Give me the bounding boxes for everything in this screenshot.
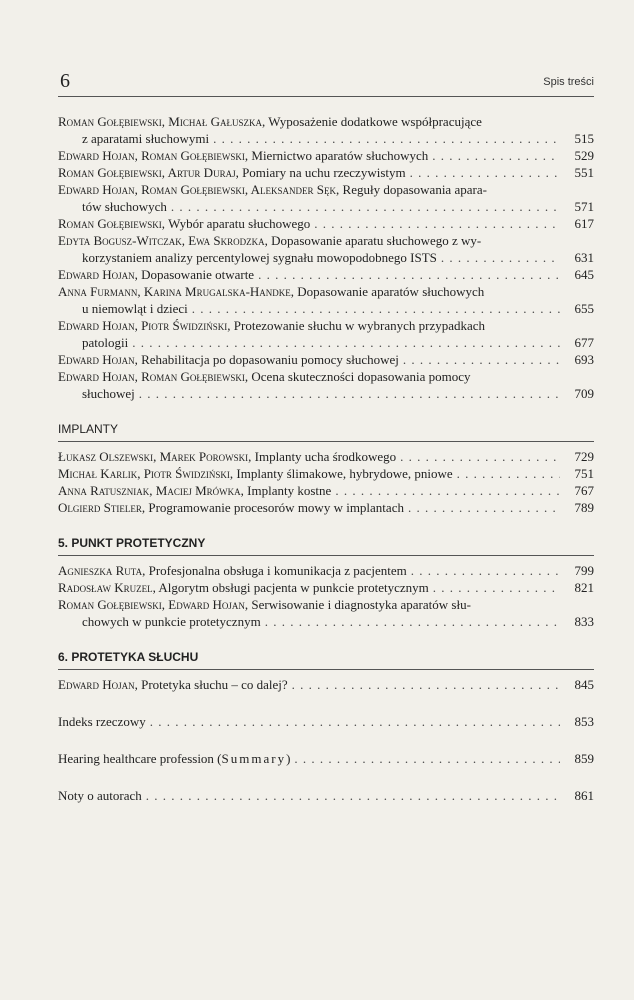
entry-line xyxy=(58,562,594,579)
entry-page-number: 751 xyxy=(574,466,594,481)
entry-line xyxy=(58,613,594,630)
entry-title: Implanty ucha środkowego xyxy=(251,449,397,464)
entry-page-number: 821 xyxy=(574,580,594,595)
toc-entry xyxy=(58,368,594,402)
entry-line xyxy=(58,385,594,402)
entry-authors: Łukasz Olszewski, Marek Porowski, xyxy=(58,449,252,464)
running-title: Spis treści xyxy=(543,76,594,88)
entry-title-continued: chowych w punkcie protetycznym xyxy=(82,614,261,629)
entry-title: Noty o autorach xyxy=(58,788,142,803)
toc-group-section-6 xyxy=(58,676,594,693)
entry-title-continued: tów słuchowych xyxy=(82,199,167,214)
entry-title: Implanty ślimakowe, hybrydowe, pniowe xyxy=(233,466,453,481)
entry-text xyxy=(58,465,453,482)
toc-entry xyxy=(58,181,594,215)
entry-authors: Edyta Bogusz-Witczak, Ewa Skrodzka, xyxy=(58,233,268,248)
entry-line xyxy=(58,596,594,613)
entry-page-number: 789 xyxy=(574,500,594,515)
entry-line xyxy=(58,334,594,351)
entry-title: Serwisowanie i diagnostyka aparatów słu- xyxy=(248,597,471,612)
entry-title-end: ) xyxy=(286,751,291,766)
entry-page-number: 767 xyxy=(574,483,594,498)
toc-entry xyxy=(58,482,594,499)
entry-text xyxy=(58,164,406,181)
toc-entry xyxy=(58,448,594,465)
entry-line xyxy=(58,750,594,767)
entry-page-number: 677 xyxy=(574,335,594,350)
entry-page-number: 571 xyxy=(574,199,594,214)
entry-authors: Roman Gołębiewski, Edward Hojan, xyxy=(58,597,249,612)
toc-entry xyxy=(58,676,594,693)
entry-page-number: 655 xyxy=(574,301,594,316)
leader-dots xyxy=(132,334,560,351)
entry-line xyxy=(58,130,594,147)
leader-dots xyxy=(139,385,560,402)
entry-title: Algorytm obsługi pacjenta w punkcie protetycznym xyxy=(155,580,429,595)
entry-title: Profesjonalna obsługa i komunikacja z pacjentem xyxy=(145,563,407,578)
entry-authors: Anna Ratuszniak, Maciej Mrówka, xyxy=(58,483,244,498)
toc-entry xyxy=(58,713,594,730)
entry-line xyxy=(58,317,594,334)
leader-dots xyxy=(146,787,560,804)
entry-title-continued: z aparatami słuchowymi xyxy=(82,131,210,146)
entry-line xyxy=(58,676,594,693)
entry-title: Protezowanie słuchu w wybranych przypadkach xyxy=(230,318,486,333)
entry-line xyxy=(58,283,594,300)
leader-dots xyxy=(403,351,560,368)
leader-dots xyxy=(410,164,560,181)
toc-group-implanty xyxy=(58,448,594,516)
entry-page-number: 729 xyxy=(574,449,594,464)
leader-dots xyxy=(432,147,560,164)
toc-entry xyxy=(58,787,594,804)
entry-line xyxy=(58,198,594,215)
entry-text xyxy=(58,579,429,596)
entry-page-number: 845 xyxy=(574,677,594,692)
toc-group-back-matter xyxy=(58,713,594,804)
entry-line xyxy=(58,351,594,368)
toc-group-section-5 xyxy=(58,562,594,630)
entry-page-number: 853 xyxy=(574,714,594,729)
entry-page-number: 551 xyxy=(574,165,594,180)
toc-entry xyxy=(58,317,594,351)
leader-dots xyxy=(400,448,560,465)
entry-text xyxy=(58,448,396,465)
entry-title: Wyposażenie dodatkowe współpracujące xyxy=(265,114,482,129)
entry-line xyxy=(58,368,594,385)
entry-title: Wybór aparatu słuchowego xyxy=(165,216,311,231)
entry-title: Reguły dopasowania apara- xyxy=(339,182,487,197)
entry-line xyxy=(58,147,594,164)
entry-text xyxy=(58,215,310,232)
entry-title: Indeks rzeczowy xyxy=(58,714,146,729)
entry-line xyxy=(58,499,594,516)
entry-line xyxy=(58,465,594,482)
entry-title: Dopasowanie aparatu słuchowego z wy- xyxy=(267,233,482,248)
entry-text xyxy=(58,351,399,368)
entry-title: Programowanie procesorów mowy w implantach xyxy=(145,500,404,515)
entry-page-number: 833 xyxy=(574,614,594,629)
toc-entry xyxy=(58,232,594,266)
leader-dots xyxy=(441,249,560,266)
entry-page-number: 799 xyxy=(574,563,594,578)
entry-authors: Edward Hojan, Roman Gołębiewski, Aleksander Sęk, xyxy=(58,182,340,197)
entry-page-number: 645 xyxy=(574,267,594,282)
entry-authors: Anna Furmann, Karina Mrugalska-Handke, xyxy=(58,284,295,299)
entry-title-continued: słuchowej xyxy=(82,386,135,401)
entry-text xyxy=(58,713,146,730)
leader-dots xyxy=(150,713,560,730)
section-heading-5: 5. PUNKT PROTETYCZNY xyxy=(58,536,594,556)
leader-dots xyxy=(258,266,560,283)
entry-authors: Michał Karlik, Piotr Świdziński, xyxy=(58,466,234,481)
page-number: 6 xyxy=(60,70,70,92)
entry-text xyxy=(58,787,142,804)
leader-dots xyxy=(433,579,560,596)
entry-line xyxy=(58,448,594,465)
entry-page-number: 859 xyxy=(574,751,594,766)
leader-dots xyxy=(213,130,560,147)
entry-title-continued: korzystaniem analizy percentylowej sygnału mowopodobnego ISTS xyxy=(82,250,437,265)
entry-authors: Edward Hojan, xyxy=(58,677,138,692)
entry-title-continued: patologii xyxy=(82,335,129,350)
toc-entry xyxy=(58,499,594,516)
leader-dots xyxy=(265,613,560,630)
entry-title-continued: u niemowląt i dzieci xyxy=(82,301,188,316)
entry-authors: Edward Hojan, Roman Gołębiewski, xyxy=(58,369,249,384)
entry-authors: Radosław Kruzel, xyxy=(58,580,156,595)
leader-dots xyxy=(408,499,560,516)
entry-line xyxy=(58,300,594,317)
entry-title: Pomiary na uchu rzeczywistym xyxy=(238,165,406,180)
leader-dots xyxy=(171,198,560,215)
entry-text xyxy=(58,147,428,164)
leader-dots xyxy=(192,300,560,317)
leader-dots xyxy=(292,676,560,693)
entry-line xyxy=(58,232,594,249)
entry-line xyxy=(58,181,594,198)
entry-title: Implanty kostne xyxy=(243,483,332,498)
entry-page-number: 861 xyxy=(574,788,594,803)
entry-title: Ocena skuteczności dopasowania pomocy xyxy=(248,369,471,384)
entry-title: Dopasowanie aparatów słuchowych xyxy=(294,284,485,299)
leader-dots xyxy=(294,750,560,767)
entry-authors: Roman Gołębiewski, Artur Duraj, xyxy=(58,165,239,180)
entry-authors: Edward Hojan, xyxy=(58,352,138,367)
table-of-contents xyxy=(58,113,594,804)
toc-entry xyxy=(58,579,594,596)
entry-page-number: 709 xyxy=(574,386,594,401)
entry-line xyxy=(58,579,594,596)
toc-entry xyxy=(58,164,594,181)
entry-text xyxy=(58,750,290,767)
entry-text xyxy=(58,676,288,693)
leader-dots xyxy=(411,562,560,579)
toc-entry xyxy=(58,750,594,767)
entry-line xyxy=(58,164,594,181)
leader-dots xyxy=(457,465,560,482)
entry-authors: Roman Gołębiewski, Michał Gałuszka, xyxy=(58,114,266,129)
entry-line xyxy=(58,482,594,499)
entry-page-number: 631 xyxy=(574,250,594,265)
entry-text xyxy=(58,266,254,283)
entry-text xyxy=(58,562,407,579)
toc-entry xyxy=(58,283,594,317)
toc-entry xyxy=(58,215,594,232)
page-header xyxy=(58,70,594,97)
toc-entry xyxy=(58,351,594,368)
entry-authors: Edward Hojan, Roman Gołębiewski, xyxy=(58,148,249,163)
entry-title: Protetyka słuchu – co dalej? xyxy=(137,677,288,692)
entry-page-number: 529 xyxy=(574,148,594,163)
entry-line xyxy=(58,787,594,804)
entry-line xyxy=(58,249,594,266)
entry-line xyxy=(58,713,594,730)
entry-line xyxy=(58,266,594,283)
entry-page-number: 617 xyxy=(574,216,594,231)
entry-authors: Roman Gołębiewski, xyxy=(58,216,166,231)
entry-line xyxy=(58,215,594,232)
toc-entry xyxy=(58,113,594,147)
entry-title: Miernictwo aparatów słuchowych xyxy=(248,148,429,163)
entry-page-number: 693 xyxy=(574,352,594,367)
section-heading-implanty: IMPLANTY xyxy=(58,422,594,442)
toc-entry xyxy=(58,562,594,579)
entry-text xyxy=(58,499,404,516)
section-heading-6: 6. PROTETYKA SŁUCHU xyxy=(58,650,594,670)
entry-authors: Agnieszka Ruta, xyxy=(58,563,146,578)
toc-entry xyxy=(58,465,594,482)
entry-title: Rehabilitacja po dopasowaniu pomocy słuchowej xyxy=(137,352,399,367)
entry-title: Dopasowanie otwarte xyxy=(137,267,255,282)
entry-authors: Olgierd Stieler, xyxy=(58,500,146,515)
entry-authors: Edward Hojan, Piotr Świdziński, xyxy=(58,318,231,333)
entry-title-spaced: Summary xyxy=(221,751,287,766)
entry-title: Hearing healthcare profession ( xyxy=(58,751,222,766)
entry-text xyxy=(58,482,331,499)
entry-line xyxy=(58,113,594,130)
toc-group-1 xyxy=(58,113,594,402)
leader-dots xyxy=(314,215,560,232)
entry-page-number: 515 xyxy=(574,131,594,146)
toc-entry xyxy=(58,266,594,283)
toc-entry xyxy=(58,596,594,630)
toc-entry xyxy=(58,147,594,164)
entry-authors: Edward Hojan, xyxy=(58,267,138,282)
leader-dots xyxy=(335,482,560,499)
